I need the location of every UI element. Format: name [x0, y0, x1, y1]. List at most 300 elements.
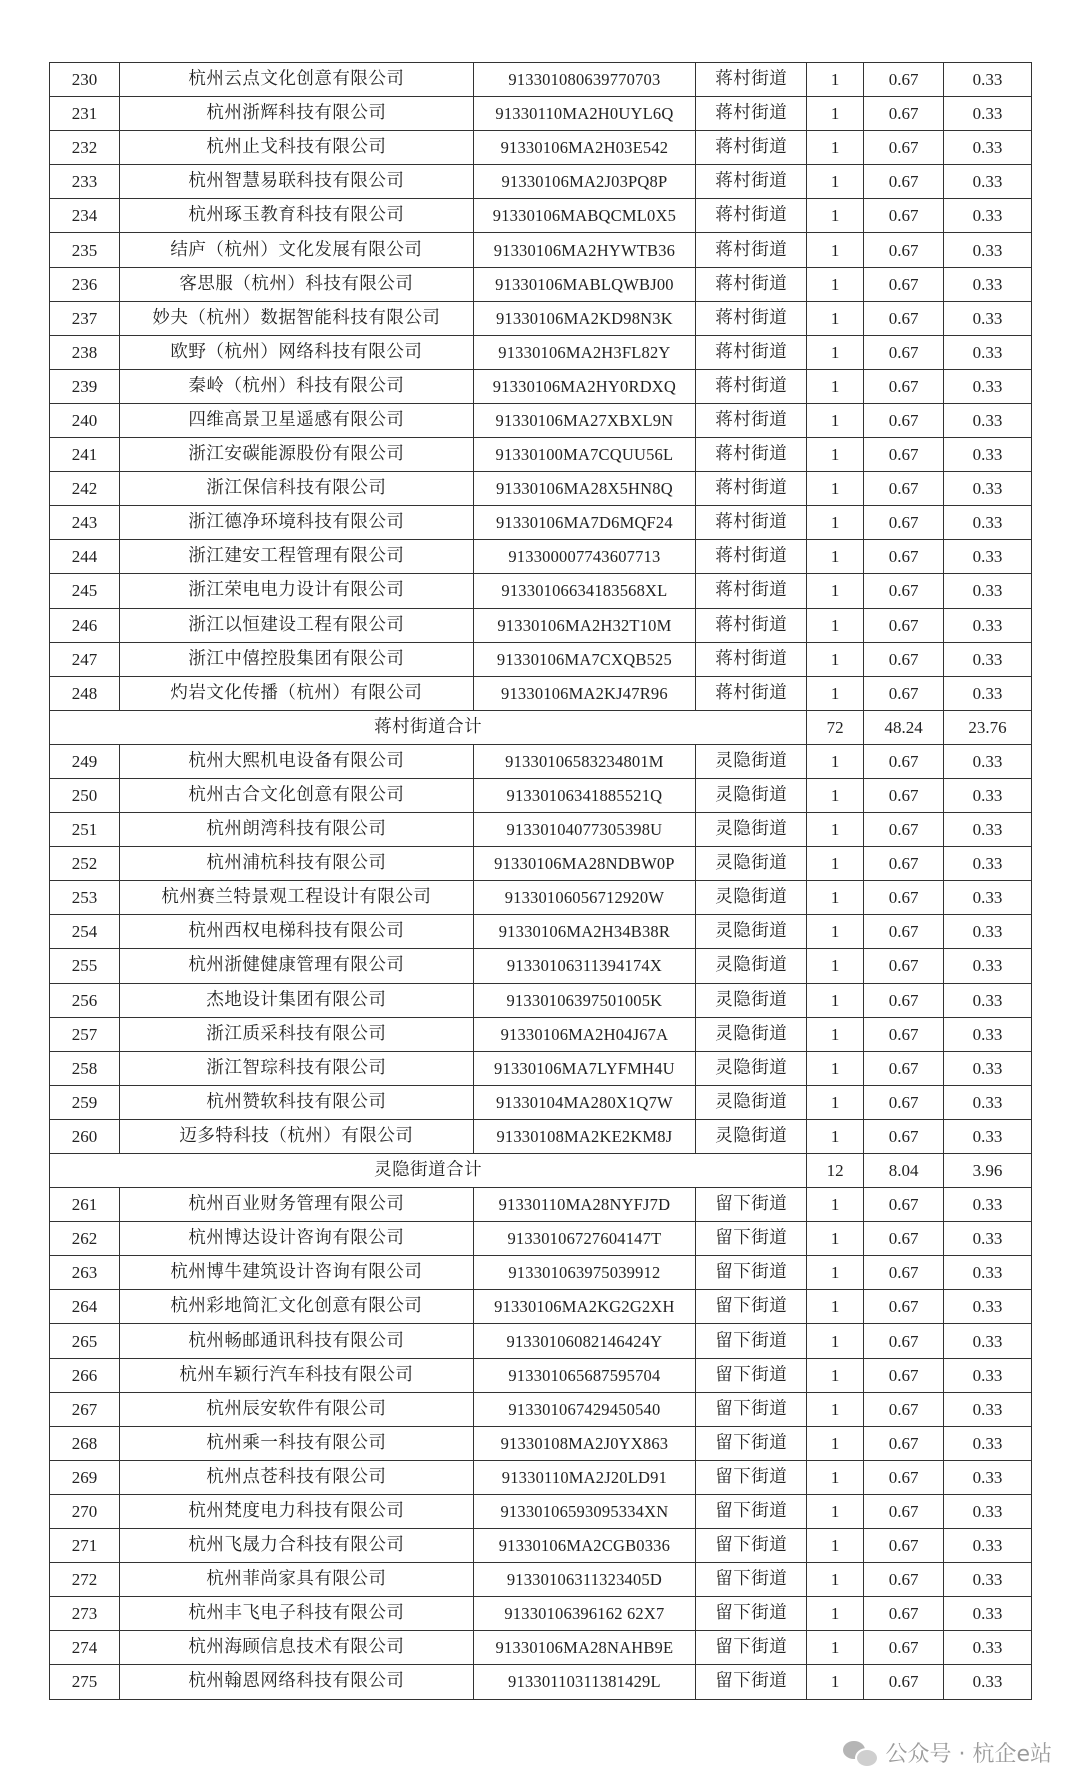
credit-code: 91330106MABLQWBJ00: [473, 267, 695, 301]
count-cell: 72: [807, 710, 864, 744]
table-row: [50, 540, 1032, 574]
amount-a-cell: 0.67: [864, 574, 944, 608]
amount-b-cell: 0.33: [944, 1188, 1032, 1222]
count-cell: 1: [807, 1631, 864, 1665]
street-name: 蒋村街道: [696, 301, 807, 335]
amount-a-cell: 0.67: [864, 915, 944, 949]
count-cell: 1: [807, 608, 864, 642]
company-name: 杭州乘一科技有限公司: [120, 1426, 474, 1460]
table-row: [50, 1256, 1032, 1290]
watermark-text: 公众号 · 杭企e站: [885, 1742, 1052, 1767]
credit-code: 91330106593095334XN: [473, 1494, 695, 1528]
amount-a-cell: 0.67: [864, 1460, 944, 1494]
company-name: 杭州赛兰特景观工程设计有限公司: [120, 881, 474, 915]
amount-b-cell: 0.33: [944, 1563, 1032, 1597]
row-number: 245: [50, 574, 120, 608]
credit-code: 91330106MA2CGB0336: [473, 1529, 695, 1563]
amount-b-cell: 0.33: [944, 608, 1032, 642]
street-name: 灵隐街道: [696, 983, 807, 1017]
amount-a-cell: 0.67: [864, 403, 944, 437]
count-cell: 1: [807, 1563, 864, 1597]
amount-b-cell: 0.33: [944, 1665, 1032, 1699]
street-name: 留下街道: [696, 1256, 807, 1290]
amount-a-cell: 0.67: [864, 1631, 944, 1665]
company-name: 杭州大熙机电设备有限公司: [120, 744, 474, 778]
table-row: [50, 1290, 1032, 1324]
row-number: 230: [50, 63, 120, 97]
amount-a-cell: 0.67: [864, 1222, 944, 1256]
count-cell: 1: [807, 574, 864, 608]
company-name: 杭州点苍科技有限公司: [120, 1460, 474, 1494]
row-number: 249: [50, 744, 120, 778]
amount-b-cell: 0.33: [944, 438, 1032, 472]
company-name: 杭州博达设计咨询有限公司: [120, 1222, 474, 1256]
table-row: [50, 301, 1032, 335]
company-name: 杭州浙健健康管理有限公司: [120, 949, 474, 983]
subtotal-label: 灵隐街道合计: [50, 1154, 807, 1188]
amount-b-cell: 3.96: [944, 1154, 1032, 1188]
count-cell: 1: [807, 472, 864, 506]
table-row: [50, 63, 1032, 97]
table-row: [50, 131, 1032, 165]
amount-a-cell: 0.67: [864, 369, 944, 403]
company-name: 灼岩文化传播（杭州）有限公司: [120, 676, 474, 710]
company-name: 杭州浦杭科技有限公司: [120, 847, 474, 881]
street-name: 留下街道: [696, 1324, 807, 1358]
credit-code: 91330106MA2H3FL82Y: [473, 335, 695, 369]
street-name: 留下街道: [696, 1426, 807, 1460]
credit-code: 91330106MA2KG2G2XH: [473, 1290, 695, 1324]
row-number: 248: [50, 676, 120, 710]
amount-a-cell: 0.67: [864, 1256, 944, 1290]
company-name: 杭州车颖行汽车科技有限公司: [120, 1358, 474, 1392]
table-row: [50, 1597, 1032, 1631]
street-name: 蒋村街道: [696, 608, 807, 642]
count-cell: 1: [807, 131, 864, 165]
count-cell: 1: [807, 1358, 864, 1392]
row-number: 263: [50, 1256, 120, 1290]
row-number: 241: [50, 438, 120, 472]
row-number: 264: [50, 1290, 120, 1324]
amount-b-cell: 0.33: [944, 847, 1032, 881]
amount-b-cell: 0.33: [944, 1494, 1032, 1528]
count-cell: 1: [807, 540, 864, 574]
company-name: 浙江质采科技有限公司: [120, 1017, 474, 1051]
street-name: 蒋村街道: [696, 438, 807, 472]
street-name: 灵隐街道: [696, 778, 807, 812]
credit-code: 91330104MA280X1Q7W: [473, 1085, 695, 1119]
street-name: 留下街道: [696, 1392, 807, 1426]
street-name: 蒋村街道: [696, 97, 807, 131]
count-cell: 1: [807, 438, 864, 472]
row-number: 237: [50, 301, 120, 335]
credit-code: 91330106MA28X5HN8Q: [473, 472, 695, 506]
credit-code: 91330106MA7LYFMH4U: [473, 1051, 695, 1085]
count-cell: 1: [807, 199, 864, 233]
amount-b-cell: 0.33: [944, 165, 1032, 199]
table-row: [50, 744, 1032, 778]
company-name: 杭州朗湾科技有限公司: [120, 813, 474, 847]
amount-b-cell: 0.33: [944, 983, 1032, 1017]
table-row: [50, 1665, 1032, 1699]
amount-a-cell: 0.67: [864, 1119, 944, 1153]
count-cell: 1: [807, 97, 864, 131]
amount-a-cell: 0.67: [864, 472, 944, 506]
amount-a-cell: 0.67: [864, 1665, 944, 1699]
count-cell: 1: [807, 949, 864, 983]
row-number: 253: [50, 881, 120, 915]
amount-b-cell: 0.33: [944, 1358, 1032, 1392]
table-row: [50, 881, 1032, 915]
table-row: [50, 403, 1032, 437]
street-name: 灵隐街道: [696, 949, 807, 983]
amount-a-cell: 0.67: [864, 1529, 944, 1563]
credit-code: 91330108MA2KE2KM8J: [473, 1119, 695, 1153]
amount-b-cell: 0.33: [944, 1529, 1032, 1563]
table-row: [50, 983, 1032, 1017]
row-number: 236: [50, 267, 120, 301]
table-row: [50, 233, 1032, 267]
amount-a-cell: 0.67: [864, 881, 944, 915]
subtotal-row: [50, 1154, 1032, 1188]
table-row: [50, 1119, 1032, 1153]
count-cell: 1: [807, 1017, 864, 1051]
company-name: 结庐（杭州）文化发展有限公司: [120, 233, 474, 267]
amount-b-cell: 0.33: [944, 63, 1032, 97]
row-number: 244: [50, 540, 120, 574]
company-name: 迈多特科技（杭州）有限公司: [120, 1119, 474, 1153]
table-row: [50, 472, 1032, 506]
amount-b-cell: 0.33: [944, 1631, 1032, 1665]
credit-code: 91330106MA2H34B38R: [473, 915, 695, 949]
amount-a-cell: 0.67: [864, 1392, 944, 1426]
table-row: [50, 369, 1032, 403]
table-row: [50, 574, 1032, 608]
count-cell: 1: [807, 1222, 864, 1256]
table-row: [50, 1051, 1032, 1085]
count-cell: 1: [807, 778, 864, 812]
company-name: 欧野（杭州）网络科技有限公司: [120, 335, 474, 369]
credit-code: 91330110MA2J20LD91: [473, 1460, 695, 1494]
credit-code: 91330106634183568XL: [473, 574, 695, 608]
street-name: 留下街道: [696, 1529, 807, 1563]
row-number: 232: [50, 131, 120, 165]
row-number: 265: [50, 1324, 120, 1358]
table-row: [50, 335, 1032, 369]
street-name: 蒋村街道: [696, 403, 807, 437]
credit-code: 91330106MA28NAHB9E: [473, 1631, 695, 1665]
row-number: 243: [50, 506, 120, 540]
count-cell: 1: [807, 1426, 864, 1460]
amount-a-cell: 0.67: [864, 97, 944, 131]
amount-b-cell: 0.33: [944, 335, 1032, 369]
count-cell: 1: [807, 1085, 864, 1119]
amount-b-cell: 0.33: [944, 1290, 1032, 1324]
row-number: 257: [50, 1017, 120, 1051]
amount-b-cell: 0.33: [944, 506, 1032, 540]
company-name: 杭州辰安软件有限公司: [120, 1392, 474, 1426]
company-name: 杭州畅邮通讯科技有限公司: [120, 1324, 474, 1358]
street-name: 灵隐街道: [696, 1017, 807, 1051]
company-name: 妙夬（杭州）数据智能科技有限公司: [120, 301, 474, 335]
amount-b-cell: 0.33: [944, 369, 1032, 403]
company-name: 杭州博牛建筑设计咨询有限公司: [120, 1256, 474, 1290]
row-number: 273: [50, 1597, 120, 1631]
count-cell: 1: [807, 915, 864, 949]
wechat-icon: [843, 1739, 877, 1767]
row-number: 240: [50, 403, 120, 437]
table-row: [50, 1494, 1032, 1528]
count-cell: 1: [807, 676, 864, 710]
street-name: 蒋村街道: [696, 472, 807, 506]
amount-a-cell: 0.67: [864, 608, 944, 642]
amount-a-cell: 0.67: [864, 642, 944, 676]
credit-code: 91330106MA2KJ47R96: [473, 676, 695, 710]
table-row: [50, 813, 1032, 847]
street-name: 留下街道: [696, 1222, 807, 1256]
credit-code: 91330106MA2H32T10M: [473, 608, 695, 642]
row-number: 259: [50, 1085, 120, 1119]
amount-a-cell: 0.67: [864, 199, 944, 233]
street-name: 灵隐街道: [696, 847, 807, 881]
row-number: 266: [50, 1358, 120, 1392]
company-name: 杭州海顾信息技术有限公司: [120, 1631, 474, 1665]
street-name: 蒋村街道: [696, 233, 807, 267]
amount-a-cell: 0.67: [864, 233, 944, 267]
credit-code: 91330106341885521Q: [473, 778, 695, 812]
count-cell: 1: [807, 1665, 864, 1699]
row-number: 267: [50, 1392, 120, 1426]
amount-a-cell: 48.24: [864, 710, 944, 744]
street-name: 留下街道: [696, 1597, 807, 1631]
table-body: [50, 63, 1032, 1700]
street-name: 留下街道: [696, 1188, 807, 1222]
amount-a-cell: 0.67: [864, 1290, 944, 1324]
company-name: 浙江建安工程管理有限公司: [120, 540, 474, 574]
street-name: 灵隐街道: [696, 1085, 807, 1119]
amount-a-cell: 0.67: [864, 335, 944, 369]
street-name: 灵隐街道: [696, 915, 807, 949]
credit-code: 91330106056712920W: [473, 881, 695, 915]
company-name: 杭州赞软科技有限公司: [120, 1085, 474, 1119]
company-name: 客思服（杭州）科技有限公司: [120, 267, 474, 301]
company-name: 杭州彩地简汇文化创意有限公司: [120, 1290, 474, 1324]
street-name: 蒋村街道: [696, 199, 807, 233]
amount-b-cell: 0.33: [944, 1256, 1032, 1290]
company-name: 浙江中僖控股集团有限公司: [120, 642, 474, 676]
company-name: 杭州飞晟力合科技有限公司: [120, 1529, 474, 1563]
credit-code: 91330106MA7CXQB525: [473, 642, 695, 676]
amount-b-cell: 0.33: [944, 1017, 1032, 1051]
company-name: 杭州古合文化创意有限公司: [120, 778, 474, 812]
count-cell: 1: [807, 233, 864, 267]
count-cell: 12: [807, 1154, 864, 1188]
amount-b-cell: 0.33: [944, 1085, 1032, 1119]
credit-code: 91330106082146424Y: [473, 1324, 695, 1358]
credit-code: 913301065687595704: [473, 1358, 695, 1392]
table-row: [50, 1222, 1032, 1256]
company-name: 杭州梵度电力科技有限公司: [120, 1494, 474, 1528]
credit-code: 91330106397501005K: [473, 983, 695, 1017]
amount-b-cell: 0.33: [944, 472, 1032, 506]
street-name: 蒋村街道: [696, 676, 807, 710]
credit-code: 91330106311394174X: [473, 949, 695, 983]
street-name: 留下街道: [696, 1631, 807, 1665]
row-number: 254: [50, 915, 120, 949]
row-number: 239: [50, 369, 120, 403]
amount-a-cell: 0.67: [864, 1494, 944, 1528]
table-row: [50, 1426, 1032, 1460]
table-row: [50, 1529, 1032, 1563]
amount-b-cell: 23.76: [944, 710, 1032, 744]
street-name: 蒋村街道: [696, 63, 807, 97]
watermark: [843, 1737, 1052, 1768]
count-cell: 1: [807, 63, 864, 97]
table-row: [50, 1358, 1032, 1392]
amount-a-cell: 0.67: [864, 131, 944, 165]
amount-a-cell: 0.67: [864, 847, 944, 881]
street-name: 留下街道: [696, 1494, 807, 1528]
row-number: 274: [50, 1631, 120, 1665]
company-name: 杭州菲尚家具有限公司: [120, 1563, 474, 1597]
row-number: 234: [50, 199, 120, 233]
amount-b-cell: 0.33: [944, 813, 1032, 847]
row-number: 258: [50, 1051, 120, 1085]
row-number: 270: [50, 1494, 120, 1528]
amount-b-cell: 0.33: [944, 1119, 1032, 1153]
street-name: 蒋村街道: [696, 369, 807, 403]
amount-b-cell: 0.33: [944, 540, 1032, 574]
amount-b-cell: 0.33: [944, 744, 1032, 778]
count-cell: 1: [807, 267, 864, 301]
street-name: 蒋村街道: [696, 335, 807, 369]
credit-code: 913301067429450540: [473, 1392, 695, 1426]
row-number: 247: [50, 642, 120, 676]
table-row: [50, 608, 1032, 642]
row-number: 231: [50, 97, 120, 131]
amount-b-cell: 0.33: [944, 1426, 1032, 1460]
count-cell: 1: [807, 335, 864, 369]
amount-a-cell: 0.67: [864, 1188, 944, 1222]
amount-b-cell: 0.33: [944, 1597, 1032, 1631]
count-cell: 1: [807, 1494, 864, 1528]
table-row: [50, 847, 1032, 881]
row-number: 238: [50, 335, 120, 369]
table-row: [50, 1324, 1032, 1358]
row-number: 271: [50, 1529, 120, 1563]
credit-code: 91330110MA28NYFJ7D: [473, 1188, 695, 1222]
amount-a-cell: 0.67: [864, 1563, 944, 1597]
amount-b-cell: 0.33: [944, 1051, 1032, 1085]
street-name: 灵隐街道: [696, 1119, 807, 1153]
street-name: 蒋村街道: [696, 540, 807, 574]
amount-a-cell: 0.67: [864, 267, 944, 301]
street-name: 灵隐街道: [696, 813, 807, 847]
company-name: 浙江安碳能源股份有限公司: [120, 438, 474, 472]
credit-code: 91330106MA28NDBW0P: [473, 847, 695, 881]
row-number: 272: [50, 1563, 120, 1597]
credit-code: 91330108MA2J0YX863: [473, 1426, 695, 1460]
table-row: [50, 1017, 1032, 1051]
credit-code: 91330106MA27XBXL9N: [473, 403, 695, 437]
amount-b-cell: 0.33: [944, 131, 1032, 165]
count-cell: 1: [807, 165, 864, 199]
amount-a-cell: 0.67: [864, 1017, 944, 1051]
company-name: 杭州止戈科技有限公司: [120, 131, 474, 165]
row-number: 275: [50, 1665, 120, 1699]
row-number: 250: [50, 778, 120, 812]
credit-code: 91330100MA7CQUU56L: [473, 438, 695, 472]
street-name: 灵隐街道: [696, 744, 807, 778]
count-cell: 1: [807, 506, 864, 540]
count-cell: 1: [807, 1256, 864, 1290]
company-name: 杭州丰飞电子科技有限公司: [120, 1597, 474, 1631]
table-row: [50, 1392, 1032, 1426]
street-name: 灵隐街道: [696, 1051, 807, 1085]
amount-a-cell: 0.67: [864, 301, 944, 335]
company-name: 杰地设计集团有限公司: [120, 983, 474, 1017]
company-name: 杭州西权电梯科技有限公司: [120, 915, 474, 949]
street-name: 蒋村街道: [696, 642, 807, 676]
count-cell: 1: [807, 1597, 864, 1631]
amount-a-cell: 0.67: [864, 813, 944, 847]
amount-a-cell: 0.67: [864, 1085, 944, 1119]
company-name: 浙江德净环境科技有限公司: [120, 506, 474, 540]
company-name: 杭州浙辉科技有限公司: [120, 97, 474, 131]
credit-code: 91330106MA2HY0RDXQ: [473, 369, 695, 403]
subtotal-row: [50, 710, 1032, 744]
credit-code: 91330106MA2J03PQ8P: [473, 165, 695, 199]
count-cell: 1: [807, 301, 864, 335]
amount-a-cell: 0.67: [864, 676, 944, 710]
credit-code: 913300007743607713: [473, 540, 695, 574]
count-cell: 1: [807, 813, 864, 847]
amount-a-cell: 0.67: [864, 165, 944, 199]
amount-b-cell: 0.33: [944, 949, 1032, 983]
amount-a-cell: 0.67: [864, 1597, 944, 1631]
table-row: [50, 1563, 1032, 1597]
table-row: [50, 642, 1032, 676]
credit-code: 91330106396162 62X7: [473, 1597, 695, 1631]
count-cell: 1: [807, 1051, 864, 1085]
credit-code: 91330106727604147T: [473, 1222, 695, 1256]
credit-code: 91330110MA2H0UYL6Q: [473, 97, 695, 131]
credit-code: 91330104077305398U: [473, 813, 695, 847]
table-row: [50, 165, 1032, 199]
amount-a-cell: 0.67: [864, 1358, 944, 1392]
street-name: 蒋村街道: [696, 506, 807, 540]
company-table: [49, 62, 1032, 1700]
company-name: 秦岭（杭州）科技有限公司: [120, 369, 474, 403]
amount-b-cell: 0.33: [944, 881, 1032, 915]
count-cell: 1: [807, 369, 864, 403]
count-cell: 1: [807, 881, 864, 915]
street-name: 蒋村街道: [696, 131, 807, 165]
amount-a-cell: 8.04: [864, 1154, 944, 1188]
amount-b-cell: 0.33: [944, 915, 1032, 949]
amount-a-cell: 0.67: [864, 540, 944, 574]
street-name: 留下街道: [696, 1358, 807, 1392]
row-number: 233: [50, 165, 120, 199]
street-name: 灵隐街道: [696, 881, 807, 915]
credit-code: 91330106583234801M: [473, 744, 695, 778]
amount-b-cell: 0.33: [944, 403, 1032, 437]
amount-a-cell: 0.67: [864, 63, 944, 97]
company-name: 杭州云点文化创意有限公司: [120, 63, 474, 97]
amount-a-cell: 0.67: [864, 778, 944, 812]
amount-a-cell: 0.67: [864, 1324, 944, 1358]
count-cell: 1: [807, 1529, 864, 1563]
